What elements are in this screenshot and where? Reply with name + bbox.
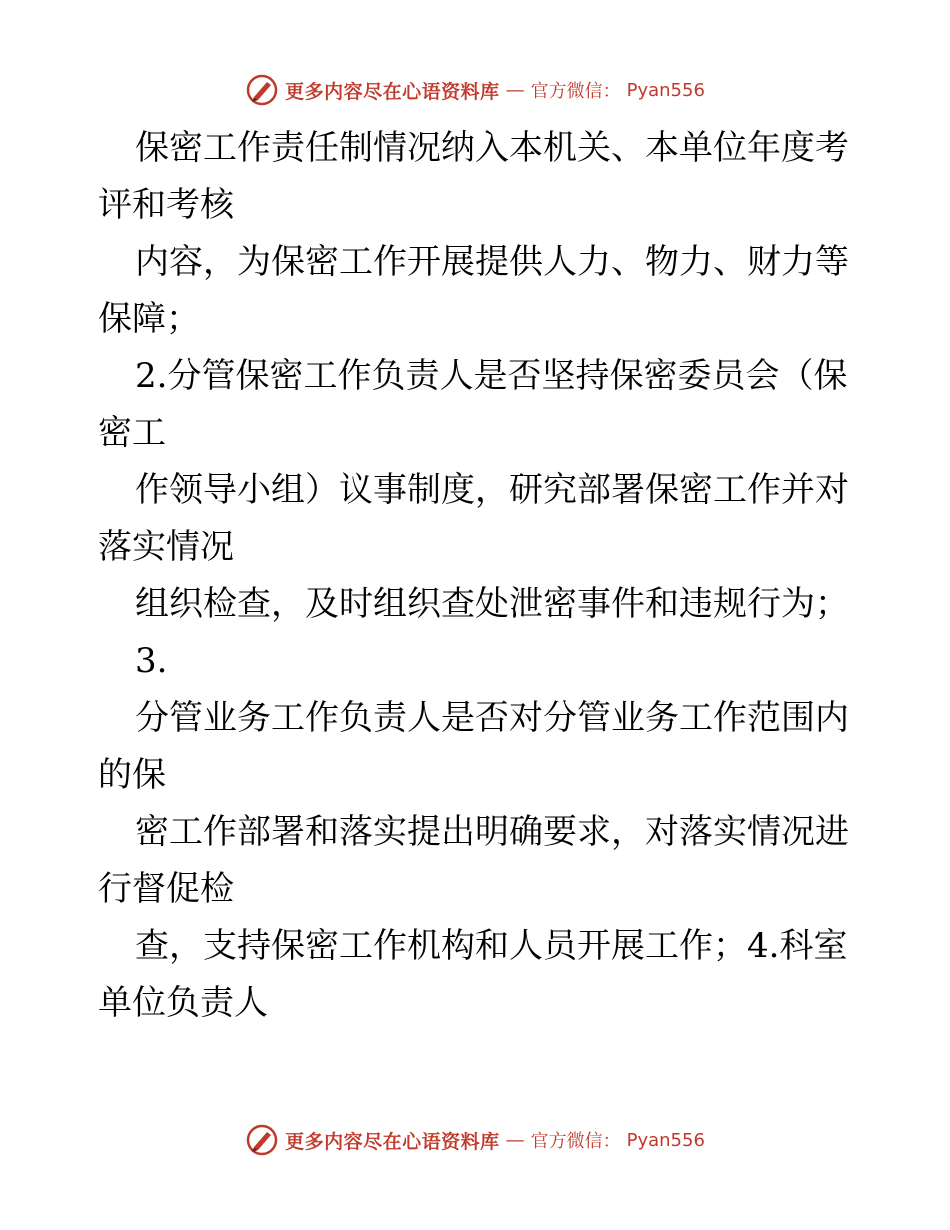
header-banner bbox=[0, 70, 950, 110]
footer-banner bbox=[0, 1120, 950, 1160]
body-line: 3. bbox=[135, 641, 168, 681]
footer-banner-wechat: Pyan556 bbox=[626, 1129, 705, 1151]
body-line: 行督促检 bbox=[98, 869, 234, 909]
footer-banner-text: 更多内容尽在心语资料库 bbox=[285, 1130, 500, 1153]
body-line: 分管业务工作负责人是否对分管业务工作范围内 bbox=[135, 698, 849, 738]
pen-logo-icon bbox=[245, 1123, 279, 1157]
body-line: 组织检查，及时组织查处泄密事件和违规行为； bbox=[135, 584, 849, 624]
header-banner-inner bbox=[245, 73, 705, 107]
header-banner-separator: — bbox=[505, 79, 525, 101]
header-banner-wechat: Pyan556 bbox=[626, 79, 705, 101]
body-line: 内容，为保密工作开展提供人力、物力、财力等 bbox=[135, 242, 849, 282]
body-line: 单位负责人 bbox=[98, 983, 268, 1023]
body-line: 密工 bbox=[98, 413, 166, 453]
footer-banner-inner bbox=[245, 1123, 705, 1157]
body-line: 2.分管保密工作负责人是否坚持保密委员会（保 bbox=[135, 356, 848, 396]
header-banner-text: 更多内容尽在心语资料库 bbox=[285, 80, 500, 103]
body-line: 评和考核 bbox=[98, 185, 234, 225]
body-line: 查，支持保密工作机构和人员开展工作；4.科室 bbox=[135, 926, 848, 966]
body-line: 作领导小组）议事制度，研究部署保密工作并对 bbox=[135, 470, 849, 510]
body-line: 密工作部署和落实提出明确要求，对落实情况进 bbox=[135, 812, 849, 852]
footer-banner-separator: — bbox=[505, 1129, 525, 1151]
pen-logo-icon bbox=[245, 73, 279, 107]
header-banner-label: 官方微信： bbox=[530, 81, 621, 102]
footer-banner-label: 官方微信： bbox=[530, 1131, 621, 1152]
body-line: 保密工作责任制情况纳入本机关、本单位年度考 bbox=[135, 128, 849, 168]
body-line: 落实情况 bbox=[98, 527, 234, 567]
body-line: 保障； bbox=[98, 299, 200, 339]
document-body bbox=[98, 120, 854, 1032]
body-line: 的保 bbox=[98, 755, 166, 795]
